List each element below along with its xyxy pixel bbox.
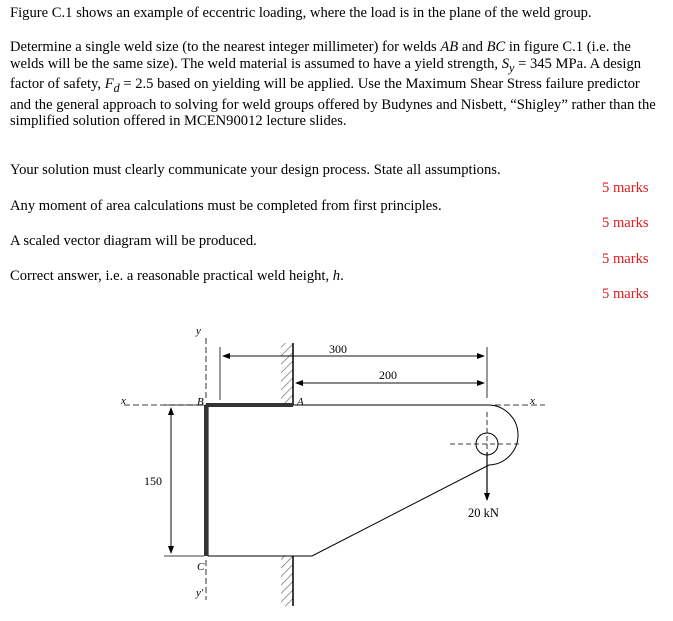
wall-support-bottom	[281, 556, 293, 606]
dim-200-label: 200	[379, 368, 397, 382]
point-b-label: B	[197, 396, 204, 408]
x-axis-label-left: x	[121, 395, 126, 407]
criterion-1-marks: 5 marks	[602, 180, 649, 196]
dim-150-label: 150	[144, 474, 162, 488]
y-prime-axis-label: y'	[196, 587, 204, 599]
criterion-2-text: Any moment of area calculations must be completed from first principles.	[10, 198, 442, 214]
load-label: 20 kN	[468, 506, 499, 520]
weld-bc-label: BC	[486, 39, 506, 55]
y-axis-label: y	[196, 325, 201, 337]
bracket-plate	[208, 405, 518, 556]
criterion-3-text: A scaled vector diagram will be produced.	[10, 233, 257, 249]
intro-text: Figure C.1 shows an example of eccentric loading, where the load is in the plane of the weld group.	[10, 5, 592, 21]
point-c-label: C	[197, 561, 205, 573]
criterion-4-marks: 5 marks	[602, 286, 649, 302]
criterion-1-text: Your solution must clearly communicate your design process. State all assumptions.	[10, 162, 501, 178]
criterion-4-text: Correct answer, i.e. a reasonable practical weld height, h.	[10, 268, 344, 284]
dim-300-label: 300	[329, 342, 347, 356]
point-a-label: A	[297, 396, 304, 408]
weld-ab-label: AB	[440, 39, 459, 55]
task-text: Determine a single weld size (to the nearest integer millimeter) for welds AB and BC in figure C.1 (i.e. the welds will be the same size). The weld material is assumed to have a yield strength, $S_y = 345$ MPa. A design factor of safety, $F_d = 2.5$ based on yielding will be applied. Use the Maximum Shear Stress failure predictor and the general approach to solving for weld groups offered by Budynes and Nisbett, “Shigley” rather than the simplified solution offered in MCEN90012 lecture slides.	[10, 39, 656, 130]
criterion-3-marks: 5 marks	[602, 251, 649, 267]
criterion-2-marks: 5 marks	[602, 215, 649, 231]
x-axis-label-right: x	[530, 395, 535, 407]
wall-support-top	[281, 343, 293, 405]
